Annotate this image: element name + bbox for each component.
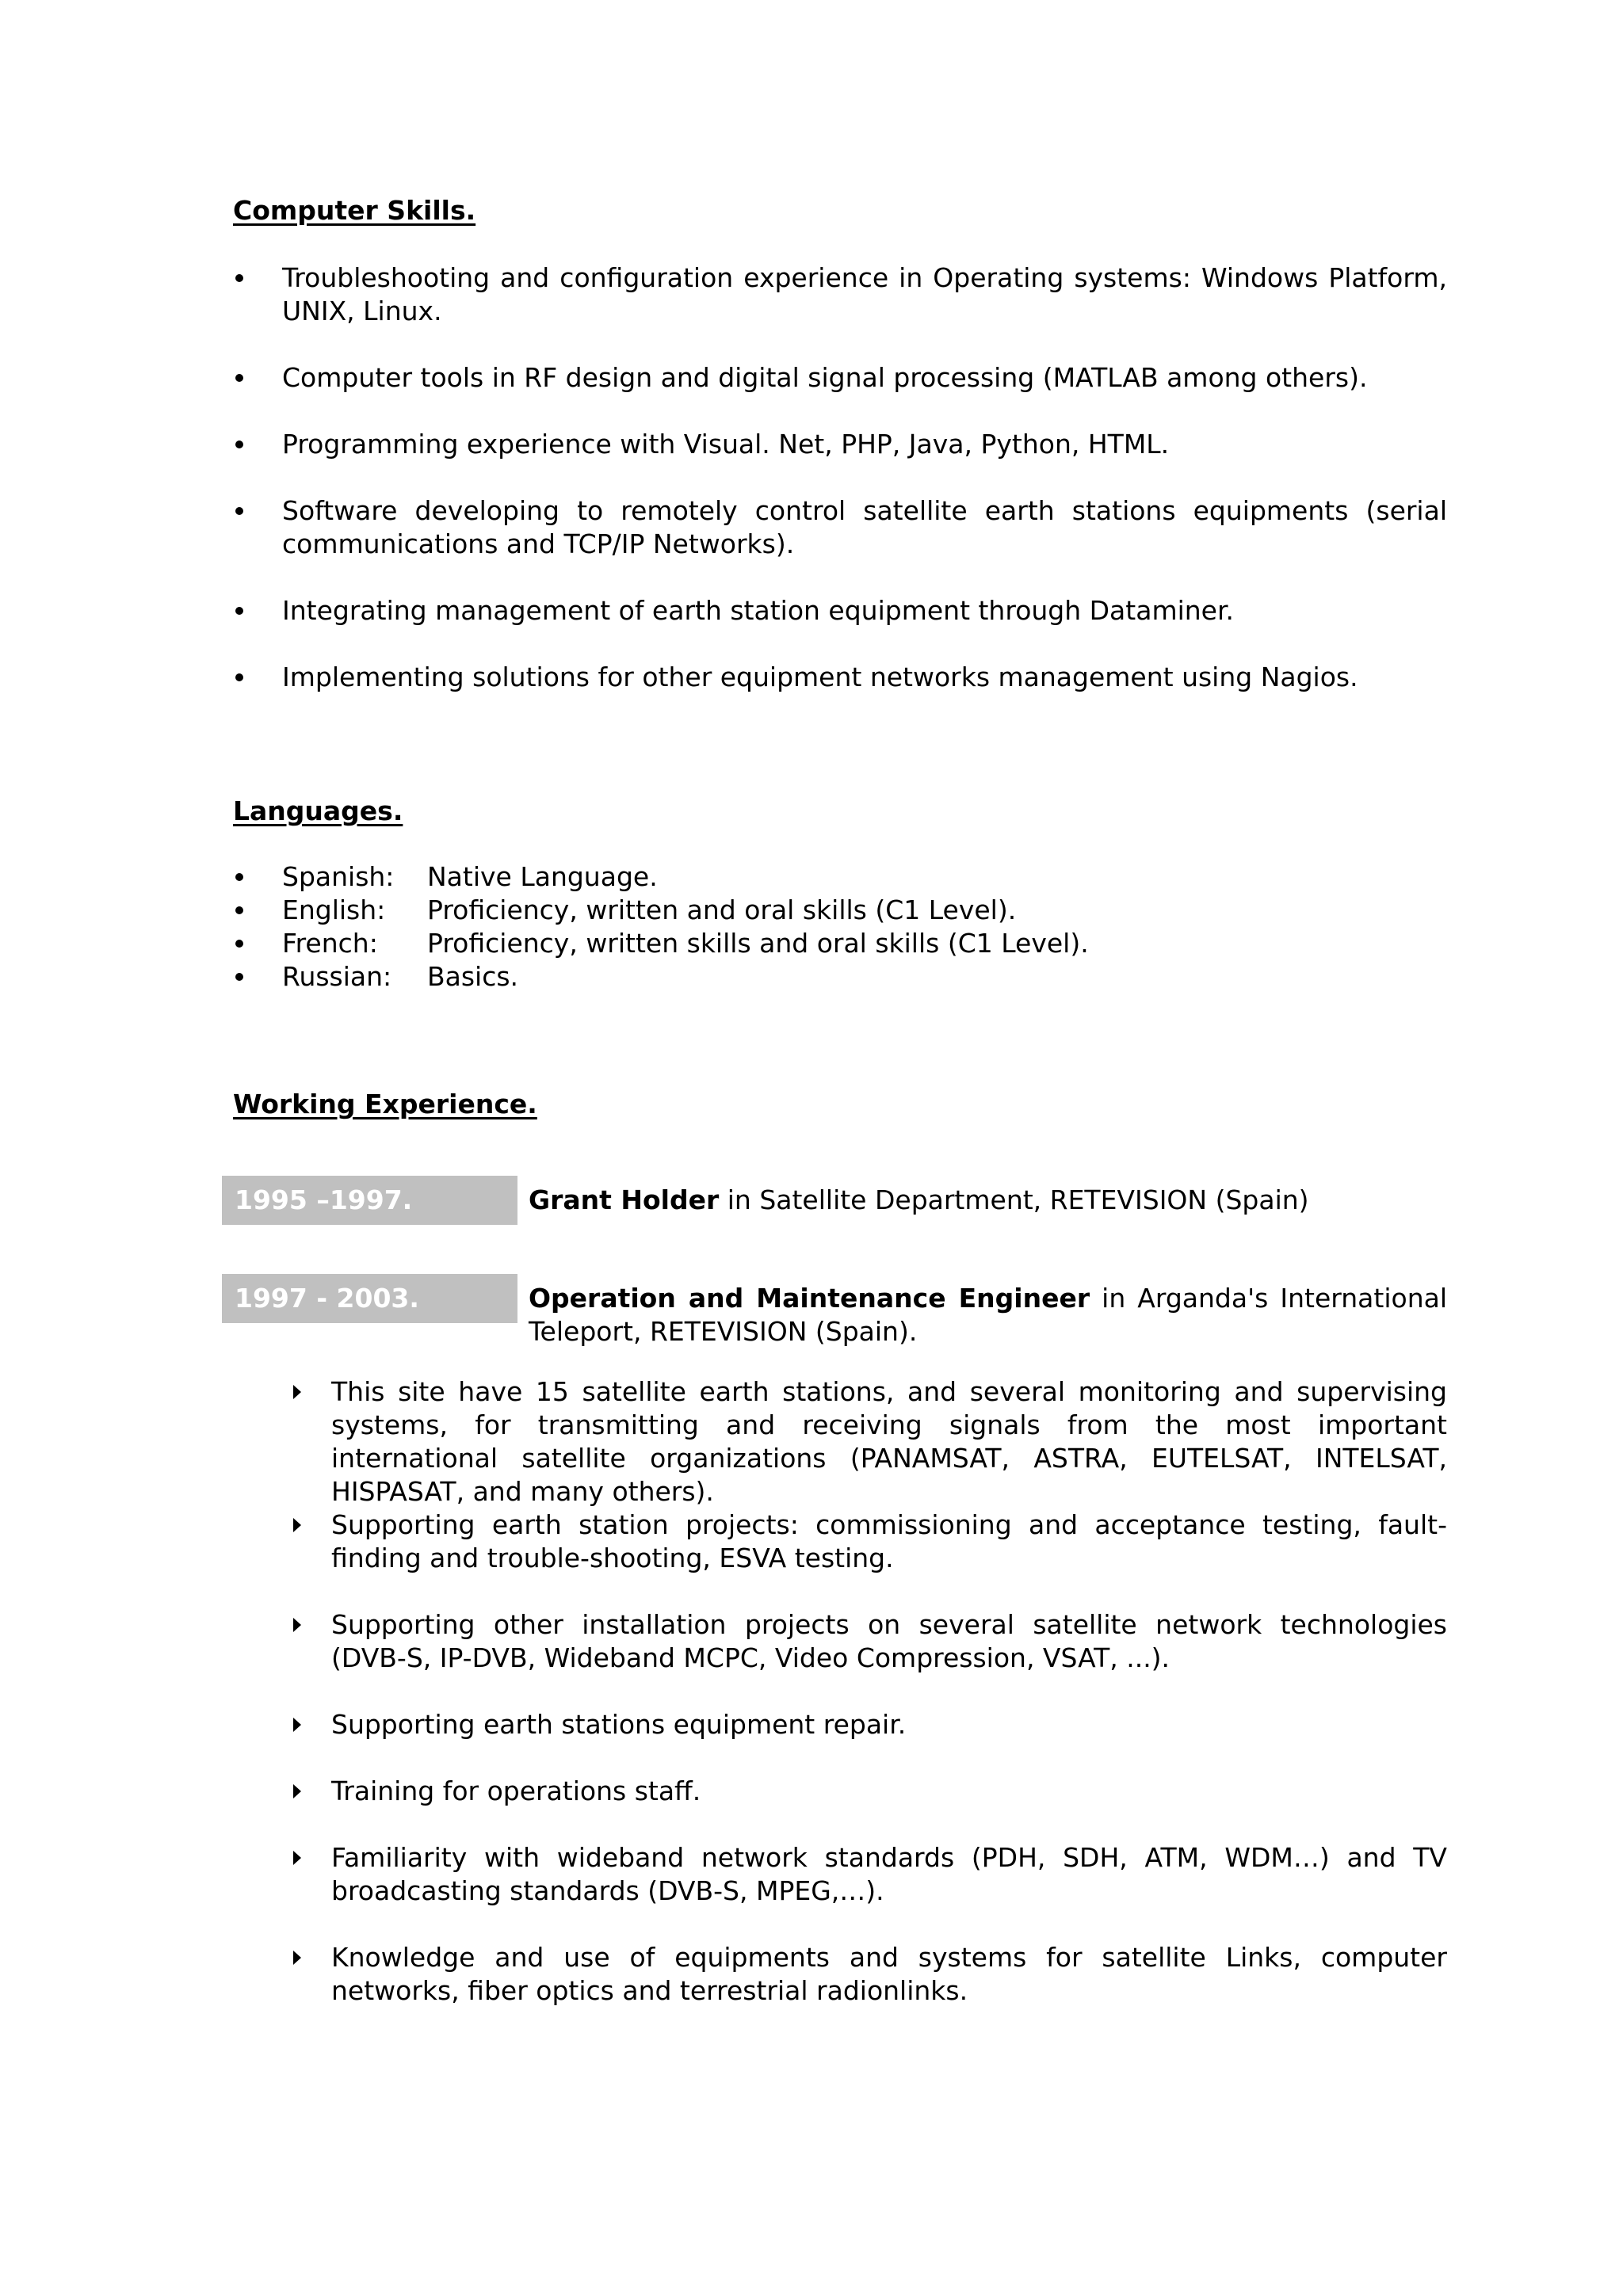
language-name: Russian:	[282, 961, 392, 992]
job-period	[222, 1176, 517, 1225]
language-level: Basics.	[427, 961, 519, 992]
list-item-text: Training for operations staff.	[331, 1775, 701, 1806]
job-title	[529, 1282, 1447, 1348]
job-title	[529, 1184, 1447, 1217]
arrow-bullet-icon	[293, 1385, 301, 1399]
language-level: Proficiency, written skills and oral skills (C1 Level).	[427, 928, 1089, 959]
language-row	[233, 860, 1422, 894]
list-item	[233, 361, 1447, 395]
list-item-text: Integrating management of earth station equipment through Dataminer.	[282, 595, 1235, 626]
job-period-label: 1997 - 2003.	[235, 1283, 419, 1314]
list-item	[233, 594, 1447, 627]
languages-heading: Languages.	[233, 795, 403, 826]
list-item-text: Software developing to remotely control satellite earth stations equipments (serial communications and TCP/IP Networks).	[282, 495, 1447, 559]
arrow-bullet-icon	[293, 1518, 301, 1532]
list-item-text: Supporting other installation projects on several satellite network technologies (DVB-S, IP-DVB, Wideband MCPC, Video Compression, VSAT, ...).	[331, 1609, 1447, 1673]
arrow-bullet-icon	[293, 1851, 301, 1865]
list-item	[282, 1608, 1447, 1675]
job-role: Operation and Maintenance Engineer	[529, 1283, 1090, 1314]
arrow-bullet-icon	[293, 1718, 301, 1732]
job-period	[222, 1274, 517, 1323]
arrow-bullet-icon	[293, 1784, 301, 1798]
list-item-text: Familiarity with wideband network standards (PDH, SDH, ATM, WDM…) and TV broadcasting standards (DVB-S, MPEG,…).	[331, 1842, 1447, 1906]
language-level: Proficiency, written and oral skills (C1 Level).	[427, 894, 1017, 925]
working-experience-heading: Working Experience.	[233, 1089, 537, 1119]
list-item-text: Knowledge and use of equipments and systems for satellite Links, computer networks, fiber optics and terrestrial radionlinks.	[331, 1942, 1447, 2006]
job-description: in Arganda's International Teleport, RETEVISION (Spain).	[529, 1283, 1447, 1347]
list-item	[282, 1508, 1447, 1575]
job-period-label: 1995 –1997.	[235, 1184, 413, 1215]
list-item-text: This site have 15 satellite earth stations, and several monitoring and supervising systems, for transmitting and receiving signals from the most important international satellite organizations (PANAMSAT, ASTRA, EUTELSAT, INTELSAT, HISPASAT, and many others).	[331, 1376, 1447, 1507]
list-item-text: Computer tools in RF design and digital signal processing (MATLAB among others).	[282, 362, 1368, 393]
arrow-bullet-icon	[293, 1951, 301, 1965]
list-item-text: Implementing solutions for other equipment networks management using Nagios.	[282, 662, 1358, 692]
computer-skills-heading: Computer Skills.	[233, 195, 476, 226]
list-item	[282, 1708, 1447, 1741]
job-description: in Satellite Department, RETEVISION (Spain)	[719, 1184, 1309, 1215]
list-item-text: Troubleshooting and configuration experience in Operating systems: Windows Platform, UNIX, Linux.	[282, 262, 1447, 326]
language-name: Spanish:	[282, 861, 395, 892]
list-item	[233, 494, 1447, 561]
list-item	[233, 661, 1447, 694]
language-name: English:	[282, 894, 386, 925]
list-item	[233, 428, 1447, 461]
job-role: Grant Holder	[529, 1184, 720, 1215]
language-name: French:	[282, 928, 378, 959]
list-item-text: Programming experience with Visual. Net, PHP, Java, Python, HTML.	[282, 429, 1170, 460]
language-row	[233, 960, 1422, 994]
language-row	[233, 894, 1422, 927]
list-item	[282, 1841, 1447, 1908]
arrow-bullet-icon	[293, 1618, 301, 1632]
language-row	[233, 927, 1422, 960]
list-item-text: Supporting earth station projects: commissioning and acceptance testing, fault-finding and trouble-shooting, ESVA testing.	[331, 1509, 1447, 1573]
language-level: Native Language.	[427, 861, 658, 892]
list-item-text: Supporting earth stations equipment repair.	[331, 1709, 907, 1740]
list-item	[282, 1941, 1447, 2008]
list-item	[233, 261, 1447, 328]
list-item	[282, 1375, 1447, 1507]
list-item	[282, 1775, 1447, 1808]
